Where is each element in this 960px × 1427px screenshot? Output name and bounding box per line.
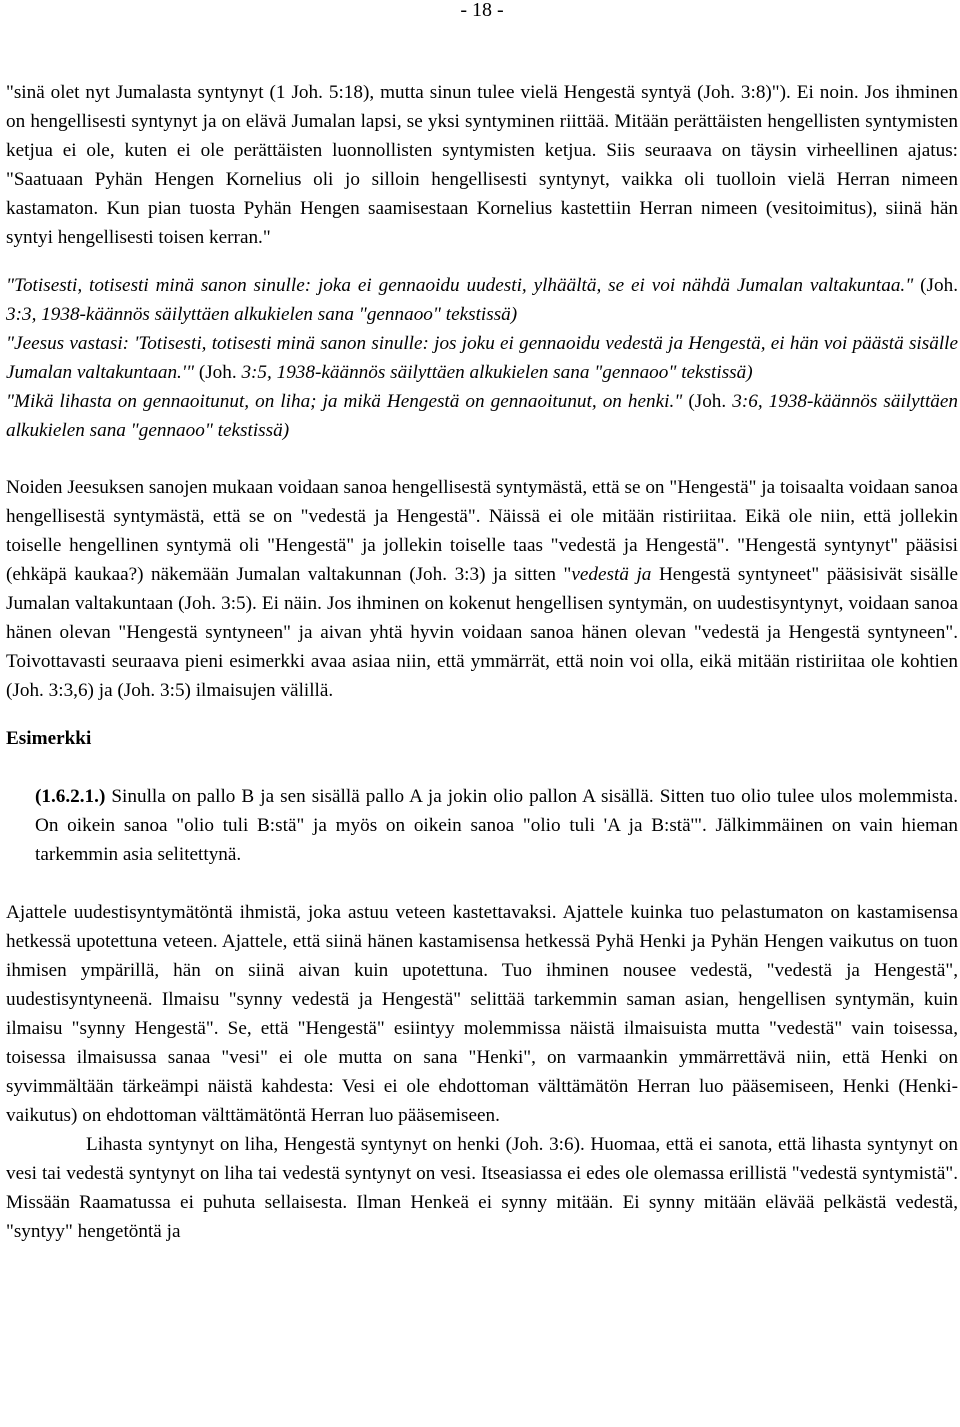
quote-joh-3-5: [6, 329, 958, 387]
main-text-part2: Hengestä syntyneet" pääsisivät sisälle Jumalan valtakuntaan (Joh. 3:5). Ei näin. Jos ihminen on kokenut hengellisen syntymän, on uudestisyntynyt, voidaan sanoa hänen olevan "Hengestä syntyneen" ja aivan yhtä hyvin voidaan sanoa hänen olevan "vedestä ja Hengestä syntyneen". Toivottavasti seuraava pieni esimerkki avaa asiaa niin, että ymmärrät, että noin voi olla, eikä mitään ristiriitaa ole kohtien (Joh. 3:3,6) ja (Joh. 3:5) ilmaisujen välillä.: [6, 564, 958, 701]
quote-text: "Jeesus vastasi: 'Totisesti, totisesti minä sanon sinulle: jos joku ei gennaoidu vedestä ja Hengestä, ei hän voi päästä sisälle Jumalan valtakuntaan.'": [6, 333, 958, 383]
quote-text: "Totisesti, totisesti minä sanon sinulle: joka ei gennaoidu uudesti, ylhäältä, se ei voi nähdä Jumalan valtakuntaa.": [6, 275, 914, 296]
scripture-quotes: [6, 271, 958, 445]
section-heading: Esimerkki: [6, 728, 92, 749]
quote-note: 3:6, 1938-käännös säilyttäen alkukielen sana "gennaoo" tekstissä): [6, 391, 958, 441]
intro-paragraph: "sinä olet nyt Jumalasta syntynyt (1 Joh. 5:18), mutta sinun tulee vielä Hengestä syntyä (Joh. 3:8)"). Ei noin. Jos ihminen on hengellisesti syntynyt ja on elävä Jumalan lapsi, se yksi syntyminen riittää. Mitään perättäisten hengellisten syntymisten ketjua ei ole, kuten ei ole perättäisten luonnollisten syntymisten ketjua. Siis seuraava on täysin virheellinen ajatus: "Saatuaan Pyhän Hengen Kornelius oli jo silloin hengellisesti syntynyt, vaikka oli tuolloin vielä Herran nimeen kastamaton. Kun pian tuosta Pyhän Hengen saamisestaan Kornelius kastettiin Herran nimeen (vesitoimitus), siinä hän syntyi hengellisesti toisen kerran.": [6, 82, 958, 248]
quote-note: 3:5, 1938-käännös säilyttäen alkukielen sana "gennaoo" tekstissä): [236, 362, 753, 383]
quote-ref: (Joh.: [194, 362, 237, 383]
quote-joh-3-3: [6, 271, 958, 329]
quote-joh-3-6: [6, 387, 958, 445]
quote-ref: (Joh.: [913, 275, 958, 296]
example-text: Sinulla on pallo B ja sen sisällä pallo A ja jokin olio pallon A sisällä. Sitten tuo olio tulee ulos molemmista. On oikein sanoa "olio tuli B:stä" ja myös on oikein sanoa "olio tuli 'A ja B:stä'". Jälkimmäinen on vain hieman tarkemmin asia selitettynä.: [35, 786, 958, 865]
example-label: (1.6.2.1.): [35, 786, 106, 807]
quote-ref: (Joh.: [682, 391, 727, 412]
paragraph-4: Lihasta syntynyt on liha, Hengestä syntynyt on henki (Joh. 3:6). Huomaa, että ei sanota, että lihasta syntynyt on vesi tai vedestä syntynyt on liha tai vedestä syntynyt on vesi. Itseasiassa ei edes ole olemassa erillistä "vedestä syntymistä". Missään Raamatussa ei puhuta sellaisesta. Ilman Henkeä ei synny mitään. Ei synny mitään elävää pelkästä vedestä, "syntyy" hengetöntä ja: [6, 1134, 958, 1242]
example-paragraph: [35, 782, 958, 869]
main-text-italic: vedestä ja: [571, 564, 652, 585]
main-text-part1: Noiden Jeesuksen sanojen mukaan voidaan sanoa hengellisestä syntymästä, että se on "Hengestä" ja toisaalta voidaan sanoa hengellisestä syntymästä, että se on "vedestä ja Hengestä". Näissä ei ole mitään ristiriitaa. Eikä ole niin, että jollekin toiselle hengellinen syntymä oli "Hengestä" ja jollekin toiselle taas "vedestä ja Hengestä". "Hengestä syntynyt" pääsisi (ehkäpä kaukaa?) näkemään Jumalan valtakunnan (Joh. 3:3) ja sitten ": [6, 477, 958, 585]
main-paragraph: [6, 473, 958, 705]
quote-note: 3:3, 1938-käännös säilyttäen alkukielen sana "gennaoo" tekstissä): [6, 304, 518, 325]
paragraph-3: Ajattele uudestisyntymätöntä ihmistä, joka astuu veteen kastettavaksi. Ajattele kuinka tuo pelastumaton on kastamisensa hetkessä upotettuna veteen. Ajattele, että siinä hänen kastamisensa hetkessä Pyhä Henki ja Pyhän Hengen vaikutus on tuon ihmisen ympärillä, hän on siinä aivan kuin upotettuna. Tuo ihminen nousee vedestä, "vedestä ja Hengestä", uudestisyntyneenä. Ilmaisu "synny vedestä ja Hengestä" selittää tarkemmin saman asian, hengellisen syntymän, kuin ilmaisu "synny Hengestä". Se, että "Hengestä" esiintyy molemmissa näistä ilmaisuista mutta "vedestä" vain toisessa, toisessa ilmaisussa sanaa "vesi" ei ole mutta on sana "Henki", on varmaankin ymmärrettävä niin, että Henki on syvimmältään tärkeämpi näistä kahdesta: Vesi ei ole ehdottoman välttämätön Herran luo pääsemiseen, Henki (Henki-vaikutus) on ehdottoman välttämätöntä Herran luo pääsemiseen.: [6, 902, 958, 1126]
page-number: - 18 -: [460, 0, 504, 21]
document-page: [6, 0, 958, 1246]
quote-text: "Mikä lihasta on gennaoitunut, on liha; ja mikä Hengestä on gennaoitunut, on henki.": [6, 391, 683, 412]
